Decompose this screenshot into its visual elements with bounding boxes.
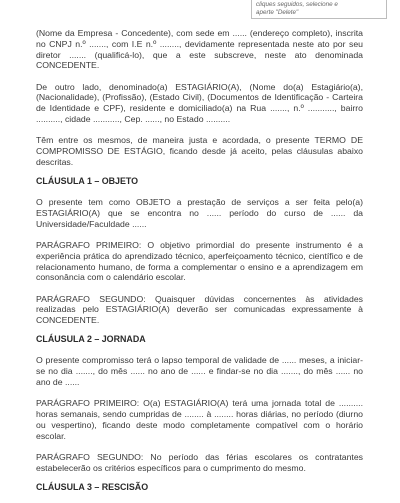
clause-1-title: CLÁUSULA 1 – OBJETO	[36, 175, 139, 186]
agreement-paragraph: Têm entre os mesmos, de maneira justa e acordada, o presente TERMO DE COMPROMISSO DE ESTÁGIO, ficando desde já aceito, pelas cláusulas abaixo descritas.	[36, 135, 363, 167]
contract-document	[36, 28, 363, 503]
intern-paragraph: De outro lado, denominado(a) ESTAGIÁRIO(A), (Nome do(a) Estagiário(a), (Nacionalidade), (Profissão), (Estado Civil), (Documentos de Identificação - Carteira de Identidade e CPF), residente e domiciliado(a) na Rua ......., n.º ..........., bairro .........., cidade ..........., Cep. ......, no Estado ..........	[36, 81, 363, 125]
intro-paragraph: (Nome da Empresa - Concedente), com sede em ...... (endereço completo), inscrita no CNPJ n.º ......., com I.E n.º ........, devidamente representada neste ato por seu diretor ....... (qualificá-lo), que a este subscreve, neste ato denominada CONCEDENTE.	[36, 28, 363, 71]
clause-2-paragraph-first: PARÁGRAFO PRIMEIRO: O(a) ESTAGIÁRIO(A) terá uma jornada total de .......... horas semanais, sendo cumpridas de ........ à ........ horas diárias, no período (diurno ou vespertino), ficando deste modo completamente compatível com o horário escolar.	[36, 398, 363, 441]
instruction-tooltip	[251, 0, 387, 19]
clause-3-title: CLÁUSULA 3 – RESCISÃO	[36, 481, 149, 492]
clause-1-paragraph-first: PARÁGRAFO PRIMEIRO: O objetivo primordial do presente instrumento é a experiência prática do aprendizado técnico, aperfeiçoamento técnico, científico e de relacionamento humano, de forma a complementar o ensino e a aprendizagem em consonância com o calendário escolar.	[36, 239, 363, 283]
clause-2-paragraph-second: PARÁGRAFO SEGUNDO: No período das férias escolares os contratantes estabelecerão os critérios específicos para o cumprimento do mesmo.	[36, 451, 363, 473]
clause-1-paragraph-second: PARÁGRAFO SEGUNDO: Quaisquer dúvidas concernentes às atividades realizadas pelo ESTAGIÁRIO(A) deverão ser comunicadas expressamente à CONCEDENTE.	[36, 293, 363, 326]
clause-2-text: O presente compromisso terá o lapso temporal de validade de ...... meses, a iniciar-se no dia ......., do mês ...... no ano de ...... e findar-se no dia ......., do mês ...... no ano de ......	[36, 355, 363, 387]
tooltip-line-2: aperte "Delete"	[256, 8, 299, 16]
clause-1-text: O presente tem como OBJETO a prestação de serviços a ser feita pelo(a) ESTAGIÁRIO(A) que se encontra no ...... período do curso de ...... da Universidade/Faculdade ......	[36, 197, 363, 229]
clause-2-title: CLÁUSULA 2 – JORNADA	[36, 334, 146, 345]
tooltip-line-1: cliques seguidos, selecione e	[256, 1, 338, 8]
